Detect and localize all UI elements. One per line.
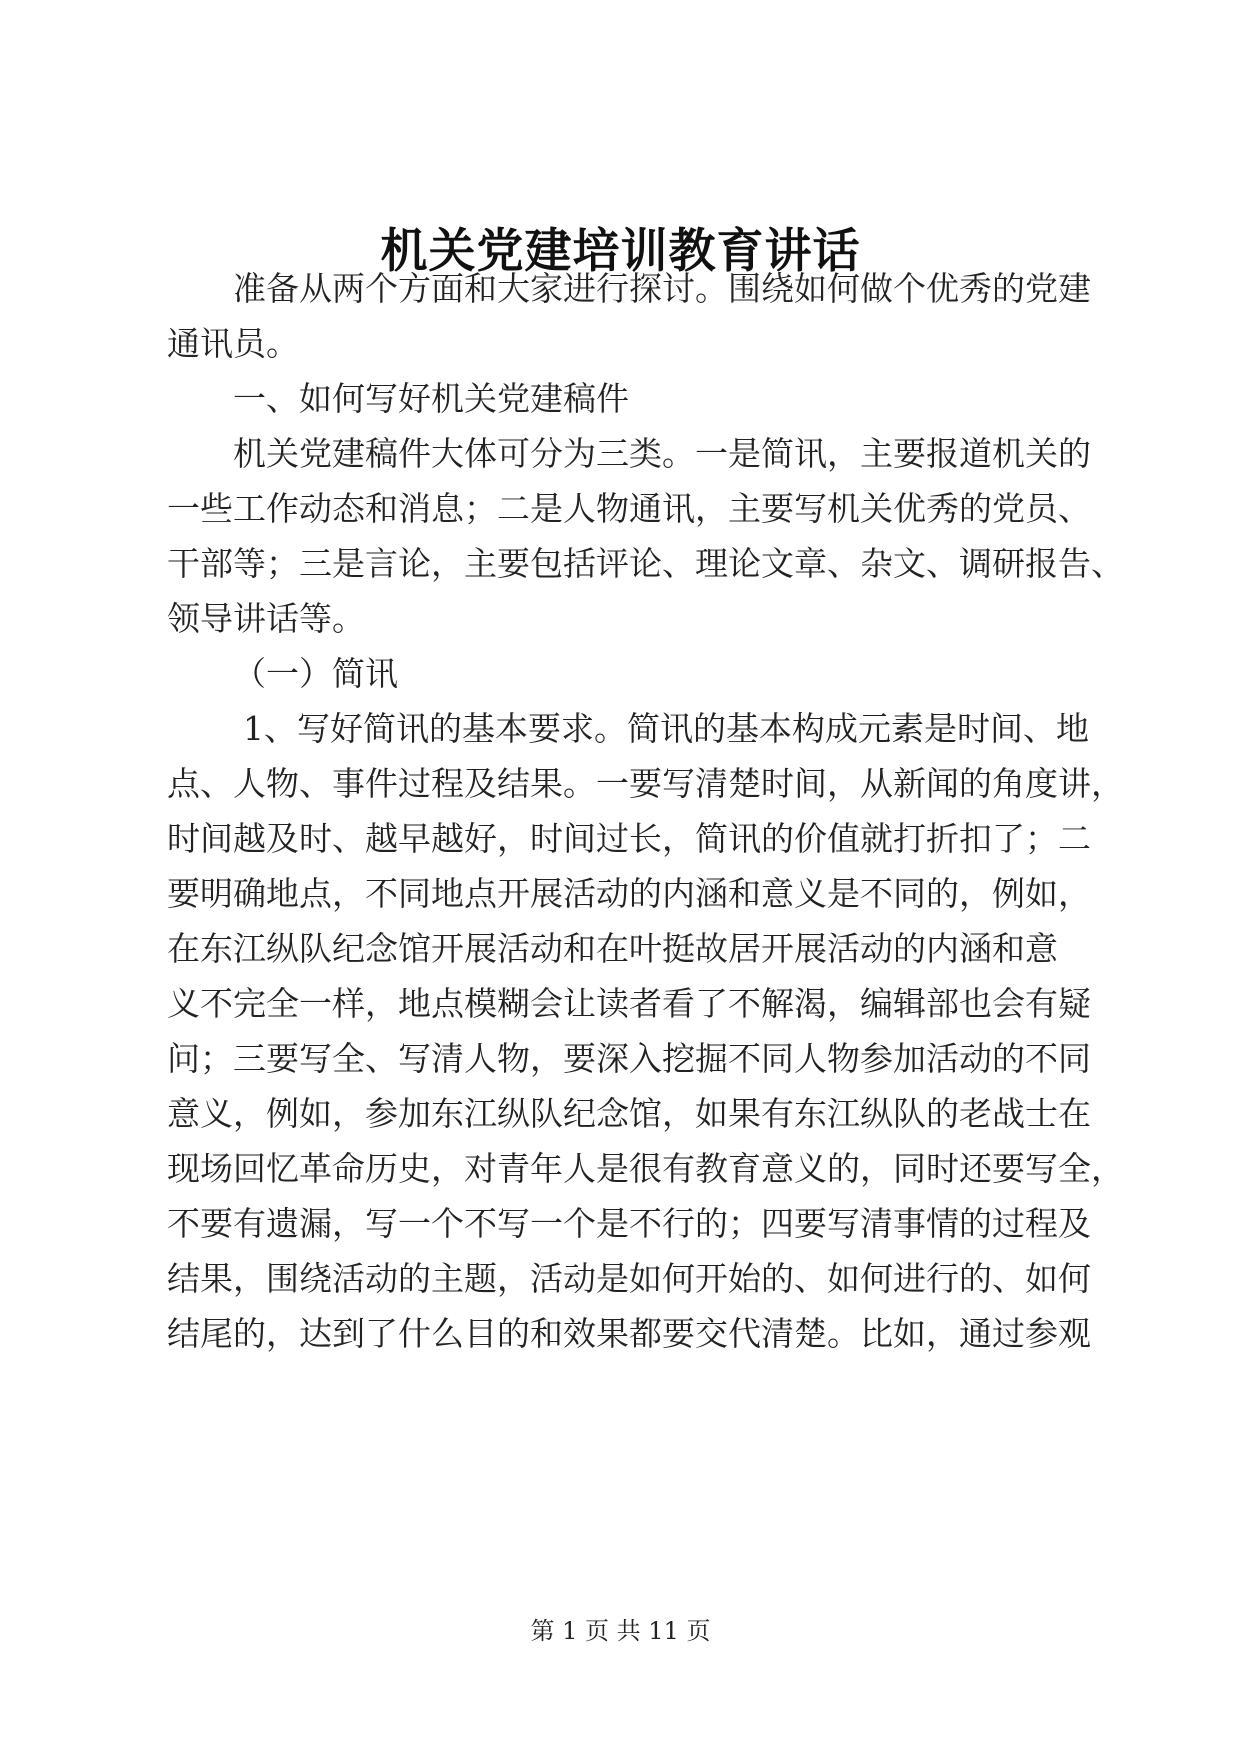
paragraph-line: 结果，围绕活动的主题，活动是如何开始的、如何进行的、如何: [167, 1259, 1091, 1298]
subsection-heading: （一）简讯: [233, 654, 398, 693]
paragraph-line: 准备从两个方面和大家进行探讨。围绕如何做个优秀的党建: [233, 269, 1091, 308]
paragraph-line: 一些工作动态和消息；二是人物通讯，主要写机关优秀的党员、: [167, 489, 1091, 528]
paragraph-line: 问；三要写全、写清人物，要深入挖掘不同人物参加活动的不同: [167, 1039, 1091, 1078]
paragraph-line: 结尾的，达到了什么目的和效果都要交代清楚。比如，通过参观: [167, 1314, 1091, 1353]
paragraph-line: 义不完全一样，地点模糊会让读者看了不解渴，编辑部也会有疑: [167, 984, 1091, 1023]
paragraph-line: 机关党建稿件大体可分为三类。一是简讯，主要报道机关的: [233, 434, 1091, 473]
paragraph-line: 干部等；三是言论，主要包括评论、理论文章、杂文、调研报告、: [167, 544, 1124, 583]
paragraph-line: 时间越及时、越早越好，时间过长，简讯的价值就打折扣了；二: [167, 819, 1091, 858]
page-number-footer: 第 1 页 共 11 页: [530, 1617, 711, 1645]
paragraph-line: 不要有遗漏，写一个不写一个是不行的；四要写清事情的过程及: [167, 1204, 1091, 1243]
paragraph-line: 意义，例如，参加东江纵队纪念馆，如果有东江纵队的老战士在: [167, 1094, 1091, 1133]
paragraph-line: 点、人物、事件过程及结果。一要写清楚时间，从新闻的角度讲，: [167, 764, 1124, 803]
document-title: 机关党建培训教育讲话: [380, 224, 861, 279]
paragraph-line: 在东江纵队纪念馆开展活动和在叶挺故居开展活动的内涵和意: [167, 929, 1058, 968]
paragraph-line: 通讯员。: [167, 324, 299, 363]
paragraph-line: 要明确地点，不同地点开展活动的内涵和意义是不同的，例如，: [167, 874, 1091, 913]
section-heading: 一、如何写好机关党建稿件: [233, 379, 629, 418]
paragraph-line: 现场回忆革命历史，对青年人是很有教育意义的，同时还要写全，: [167, 1149, 1124, 1188]
paragraph-line: 领导讲话等。: [167, 599, 365, 638]
paragraph-line: 1、写好简讯的基本要求。简讯的基本构成元素是时间、地: [243, 709, 1089, 748]
